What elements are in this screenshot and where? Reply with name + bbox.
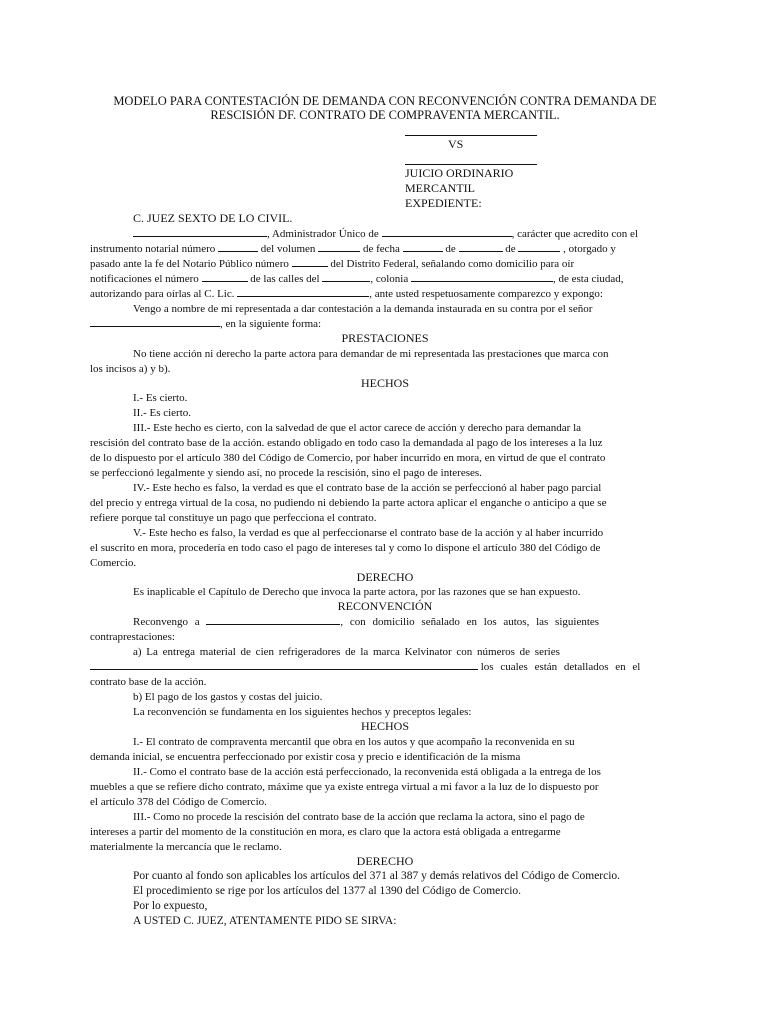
intro-text: de fecha [362, 243, 400, 255]
intro-text: , en la siguiente forma: [220, 318, 322, 330]
juicio-label-2: MERCANTIL [405, 181, 475, 195]
hecho-r1-line-1: I.- El contrato de compraventa mercantil que obra en los autos y que acompaño la reconvenida en su [133, 736, 575, 748]
hecho-2: II.- Es cierto. [133, 407, 192, 419]
intro-text: instrumento notarial número [90, 243, 216, 255]
intro-text: , colonia [370, 273, 409, 285]
reconvencion-line-2: contraprestaciones: [90, 631, 175, 643]
heading-derecho-reconvencion: DERECHO [356, 854, 414, 868]
hecho-3-line-3: de lo dispuesto por el artículo 380 del Código de Comercio, por haber incurrido en mora, en virtud de que el contrato [90, 452, 606, 464]
intro-text: de [445, 243, 456, 255]
hecho-r2-line-1: II.- Como el contrato base de la acción está perfeccionado, la reconvenida está obligada a la entrega de los [133, 766, 601, 778]
blank-field [459, 242, 503, 252]
blank-field [411, 272, 553, 282]
hecho-r2-line-3: el artículo 378 del Código de Comercio. [90, 796, 267, 808]
intro-text: del Distrito Federal, señalando como domicilio para oír [330, 258, 575, 270]
hecho-1: I.- Es cierto. [133, 392, 188, 404]
reconvencion-text: Reconvengo a [133, 616, 200, 628]
intro-line-2 [90, 242, 680, 256]
intro-text: , ante usted respetuosamente comparezco y expongo: [369, 288, 603, 300]
prestaciones-line-2: los incisos a) y b). [90, 363, 171, 375]
hecho-5-line-1: V.- Este hecho es falso, la verdad es que al perfeccionarse el contrato base de la acción y al haber incurrido [133, 527, 604, 539]
blank-field [382, 227, 512, 237]
reconvencion-line-3: a) La entrega material de cien refrigeradores de la marca Kelvinator con números de series [133, 646, 560, 658]
addressee: C. JUEZ SEXTO DE LO CIVIL. [133, 211, 293, 225]
intro-text: , carácter que acredito con el [511, 228, 638, 240]
blank-field [237, 287, 369, 297]
hecho-3-line-4: se perfeccionó legalmente y siendo así, no procede la rescisión, sino el pago de intereses. [90, 467, 482, 479]
blank-field [518, 242, 560, 252]
blank-field [218, 242, 258, 252]
document-title-line-2: RESCISIÓN DF. CONTRATO DE COMPRAVENTA MERCANTIL. [210, 108, 560, 122]
intro-text: del volumen [260, 243, 316, 255]
blank-field [202, 272, 248, 282]
derecho-r-line-2: El procedimiento se rige por los artículos del 1377 al 1390 del Código de Comercio. [133, 885, 522, 897]
reconvencion-line-6: b) El pago de los gastos y costas del juicio. [133, 691, 323, 703]
derecho-text: Es inaplicable el Capítulo de Derecho que invoca la parte actora, por las razones que se han expuesto. [133, 586, 581, 598]
hecho-r1-line-2: demanda inicial, se encuentra perfeccionado por existir cosa y precio e identificación de la misma [90, 751, 521, 763]
hecho-r2-line-2: muebles a que se refiere dicho contrato, máxime que ya existe entrega virtual a mi favor a la luz de lo dispuesto por [90, 781, 599, 793]
reconvencion-line-1 [133, 615, 723, 629]
blank-field [403, 242, 443, 252]
intro-text: notificaciones el número [90, 273, 199, 285]
derecho-r-line-1: Por cuanto al fondo son aplicables los artículos del 371 al 387 y demás relativos del Código de Comercio. [133, 870, 621, 882]
blank-field [133, 227, 267, 237]
document-title-line-1: MODELO PARA CONTESTACIÓN DE DEMANDA CON RECONVENCIÓN CONTRA DEMANDA DE [113, 94, 657, 108]
blank-field [322, 272, 370, 282]
heading-reconvencion: RECONVENCIÓN [337, 599, 433, 613]
hecho-4-line-2: del precio y entrega virtual de la cosa, no pudiendo ni debiendo la parte actora aplicar el enganche o anticipo a que se [90, 497, 607, 509]
blank-field [90, 317, 220, 327]
heading-hechos-reconvencion: HECHOS [360, 719, 409, 733]
hecho-5-line-3: Comercio. [90, 557, 137, 569]
intro-line-5 [90, 287, 680, 301]
petition-line: A USTED C. JUEZ, ATENTAMENTE PIDO SE SIRVA: [133, 915, 397, 927]
blank-field [292, 257, 328, 267]
intro-line-1 [90, 227, 680, 241]
expediente-label: EXPEDIENTE: [405, 196, 482, 210]
intro-text: , otorgado y [563, 243, 616, 255]
versus-label: VS [448, 137, 464, 151]
hecho-3-line-2: rescisión del contrato base de la acción. estando obligado en todo caso la demandada al pago de los intereses a la luz [90, 437, 603, 449]
reconvencion-line-4 [90, 660, 680, 674]
hecho-4-line-3: refiere porque tal constituye un pago que perfecciona el contrato. [90, 512, 377, 524]
hecho-5-line-2: el suscrito en mora, procedería en todo caso el pago de intereses tal y como lo dispone el artículo 380 del Código de [90, 542, 601, 554]
blank-field [206, 615, 340, 625]
blank-field [90, 660, 478, 670]
prestaciones-line-1: No tiene acción ni derecho la parte actora para demandar de mi representada las prestaciones que marca con [133, 348, 609, 360]
intro-text: , de esta ciudad, [552, 273, 624, 285]
intro-text: de [505, 243, 516, 255]
reconvencion-text: , con domicilio señalado en los autos, las siguientes [340, 616, 600, 628]
intro-line-6: Vengo a nombre de mi representada a dar contestación a la demanda instaurada en su contra por el señor [133, 303, 593, 315]
hecho-4-line-1: IV.- Este hecho es falso, la verdad es que el contrato base de la acción se perfeccionó al haber pago parcial [133, 482, 602, 494]
hecho-r3-line-1: III.- Como no procede la rescisión del contrato base de la acción que reclama la actora, sino el pago de [133, 811, 585, 823]
juicio-label-1: JUICIO ORDINARIO [405, 166, 514, 180]
blank-field [318, 242, 360, 252]
intro-line-7 [90, 317, 680, 331]
intro-line-4 [90, 272, 680, 286]
hecho-r3-line-2: intereses a partir del momento de la constitución en mora, es claro que la actora está obligada a entregarme [90, 826, 561, 838]
defendant-blank-line [405, 164, 537, 165]
heading-prestaciones: PRESTACIONES [341, 331, 429, 345]
intro-line-3 [90, 257, 680, 271]
reconvencion-line-5: contrato base de la acción. [90, 676, 207, 688]
heading-derecho: DERECHO [356, 570, 414, 584]
hecho-r3-line-3: materialmente la mercancía que le reclamo. [90, 841, 282, 853]
heading-hechos: HECHOS [360, 376, 409, 390]
reconvencion-text: los cuales están detallados en el [480, 661, 641, 673]
plaintiff-blank-line [405, 135, 537, 136]
intro-text: autorizando para oírlas al C. Lic. [90, 288, 235, 300]
hecho-3-line-1: III.- Este hecho es cierto, con la salvedad de que el actor carece de acción y derecho para demandar la [133, 422, 582, 434]
reconvencion-line-7: La reconvención se fundamenta en los siguientes hechos y preceptos legales: [133, 706, 472, 718]
intro-text: , Administrador Único de [267, 228, 379, 240]
intro-text: de las calles del [250, 273, 320, 285]
intro-text: pasado ante la fe del Notario Público número [90, 258, 289, 270]
derecho-r-line-3: Por lo expuesto, [133, 900, 208, 912]
